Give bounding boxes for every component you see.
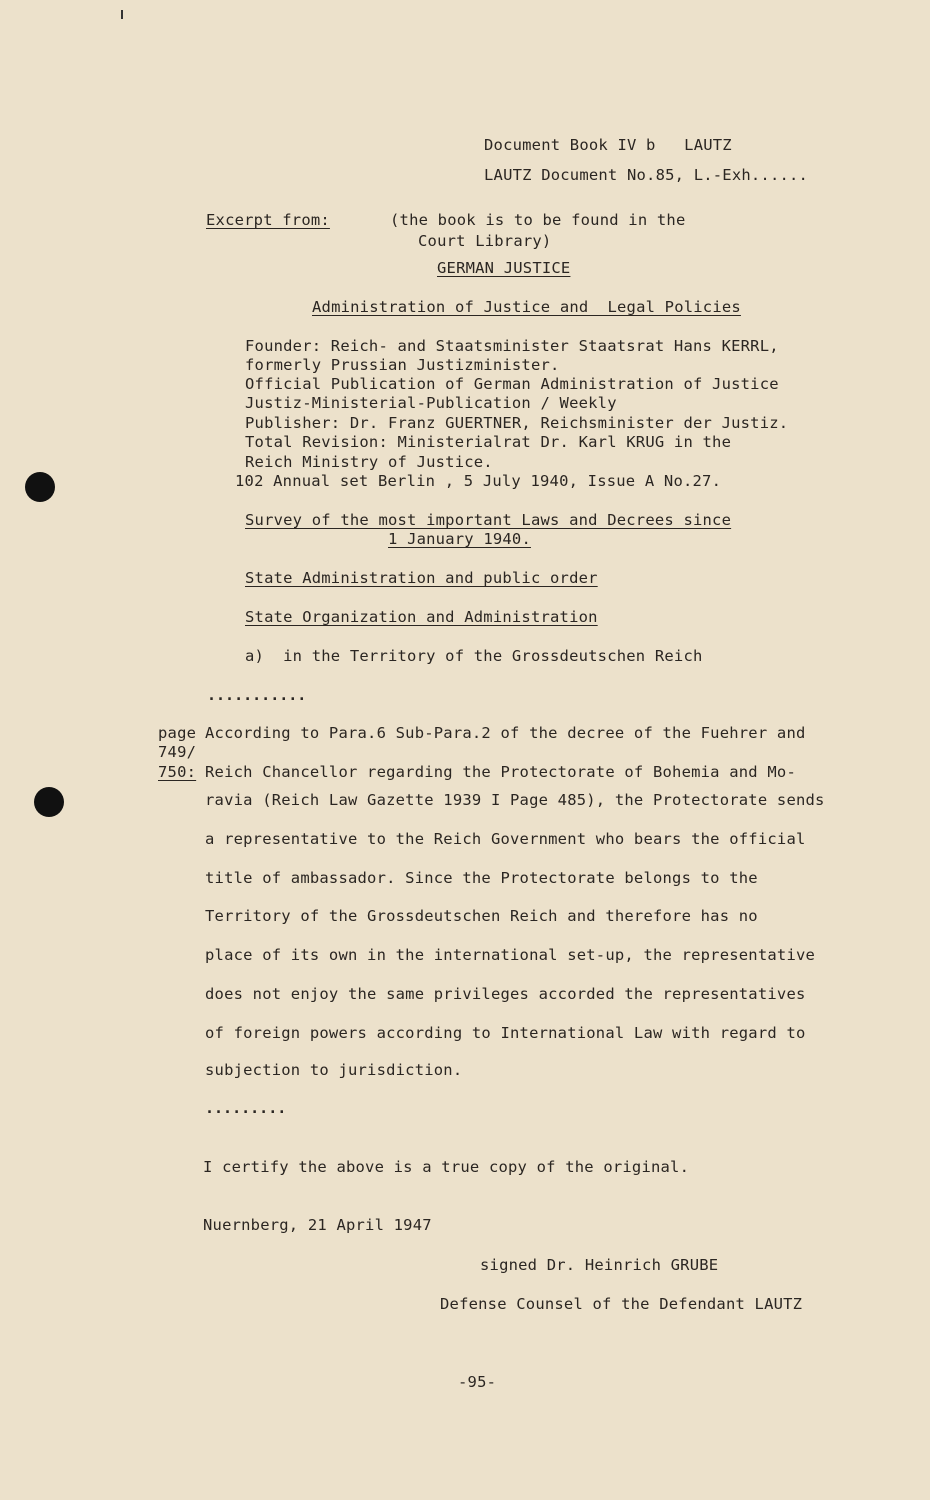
signer-role: Defense Counsel of the Defendant LAUTZ [440,1295,803,1313]
excerpt-label: Excerpt from: [206,211,330,229]
scan-mark [121,10,123,19]
body-line: a representative to the Reich Government who bears the official [205,830,806,848]
issue-line: 102 Annual set Berlin , 5 July 1940, Issue A No.27. [235,472,722,490]
ellipsis-2: ......... [205,1099,287,1117]
certification-statement: I certify the above is a true copy of the original. [203,1158,690,1176]
body-line: According to Para.6 Sub-Para.2 of the decree of the Fuehrer and [205,724,806,742]
body-line: subjection to jurisdiction. [205,1061,463,1079]
document-book-line: Document Book IV b LAUTZ [484,136,732,154]
body-line: ravia (Reich Law Gazette 1939 I Page 485), the Protectorate sends [205,791,825,809]
excerpt-note-line2: Court Library) [418,232,552,250]
body-line: place of its own in the international set-up, the representative [205,946,816,964]
body-line: of foreign powers according to International Law with regard to [205,1024,806,1042]
publication-line: Justiz-Ministerial-Publication / Weekly [245,394,617,412]
body-line: Territory of the Grossdeutschen Reich and therefore has no [205,907,758,925]
place-date: Nuernberg, 21 April 1947 [203,1216,432,1234]
publication-subtitle: Administration of Justice and Legal Policies [312,298,741,316]
publication-title: GERMAN JUSTICE [437,259,571,277]
body-line: title of ambassador. Since the Protectorate belongs to the [205,869,758,887]
survey-title-line1: Survey of the most important Laws and Decrees since [245,511,732,529]
excerpt-note-line1: (the book is to be found in the [390,211,686,229]
publication-line: formerly Prussian Justizminister. [245,356,560,374]
punch-hole-bottom [34,787,64,817]
publication-line: Publisher: Dr. Franz GUERTNER, Reichsminister der Justiz. [245,414,789,432]
item-a: a) in the Territory of the Grossdeutschen Reich [245,647,703,665]
publication-line: Reich Ministry of Justice. [245,453,493,471]
page-label: 750: [158,763,197,781]
punch-hole-top [25,472,55,502]
body-line: Reich Chancellor regarding the Protectorate of Bohemia and Mo- [205,763,796,781]
document-number-line: LAUTZ Document No.85, L.-Exh...... [484,166,809,184]
publication-line: Total Revision: Ministerialrat Dr. Karl KRUG in the [245,433,732,451]
body-line: does not enjoy the same privileges accorded the representatives [205,985,806,1003]
page-number: -95- [458,1373,497,1391]
ellipsis-1: ........... [207,686,307,704]
section-heading-1: State Administration and public order [245,569,598,587]
page-label: 749/ [158,743,197,761]
publication-line: Founder: Reich- and Staatsminister Staatsrat Hans KERRL, [245,337,779,355]
survey-title-line2: 1 January 1940. [388,530,531,548]
page-label: page [158,724,197,742]
signature-line: signed Dr. Heinrich GRUBE [480,1256,719,1274]
publication-line: Official Publication of German Administration of Justice [245,375,779,393]
section-heading-2: State Organization and Administration [245,608,598,626]
